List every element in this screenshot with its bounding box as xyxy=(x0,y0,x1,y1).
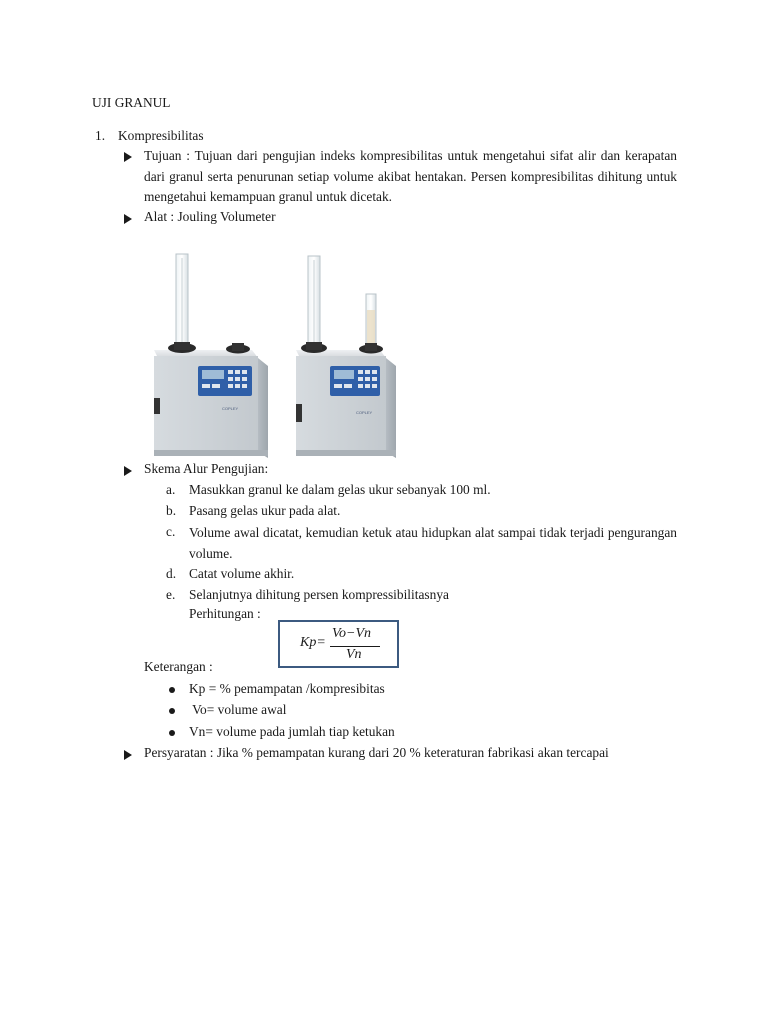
step-marker: d. xyxy=(166,566,177,581)
section-number: 1. xyxy=(95,128,106,143)
bullet-icon xyxy=(169,687,175,693)
formula-box xyxy=(278,620,399,668)
step-text: Selanjutnya dihitung persen kompressibilitasnya xyxy=(189,587,449,602)
skema-title: Skema Alur Pengujian: xyxy=(144,461,269,476)
formula-numerator: Vo−Vn xyxy=(332,626,371,641)
jolting-volumeter-illustration xyxy=(144,238,410,460)
bullet-icon xyxy=(169,708,175,714)
step-text: Volume awal dicatat, kemudian ketuk atau hidupkan alat sampai tidak terjadi pengurangan volume. xyxy=(189,525,677,561)
tujuan-paragraph: Tujuan : Tujuan dari pengujian indeks kompresibilitas untuk mengetahui sifat alir dan kerapatan dari granul serta penurunan setiap volume akibat hentakan. Persen kompresibilitas dihitung untuk mengetahui kemampuan granul untuk dicetak. xyxy=(144,148,677,204)
arrow-bullet-icon xyxy=(124,466,132,476)
left-machine xyxy=(154,254,268,458)
keterangan-item: Vo= volume awal xyxy=(189,702,287,717)
persyaratan-text: Persyaratan : Jika % pemampatan kurang dari 20 % keteraturan fabrikasi akan tercapai xyxy=(144,745,609,760)
formula-lhs: Kp= xyxy=(300,635,326,650)
step-text: Catat volume akhir. xyxy=(189,566,295,581)
arrow-bullet-icon xyxy=(124,750,132,760)
keterangan-label: Keterangan : xyxy=(144,659,213,674)
keterangan-item: Vn= volume pada jumlah tiap ketukan xyxy=(189,724,395,739)
step-marker: a. xyxy=(166,482,176,497)
perhitungan-label: Perhitungan : xyxy=(189,606,261,621)
arrow-bullet-icon xyxy=(124,214,132,224)
keterangan-item: Kp = % pemampatan /kompresibitas xyxy=(189,681,385,696)
bullet-icon xyxy=(169,730,175,736)
alat-text: Alat : Jouling Volumeter xyxy=(144,209,276,224)
step-text: Pasang gelas ukur pada alat. xyxy=(189,503,341,518)
step-marker: e. xyxy=(166,587,176,602)
step-marker: c. xyxy=(166,524,176,539)
left-brand-label: COPLEY xyxy=(222,406,239,411)
formula-denominator: Vn xyxy=(346,647,362,662)
step-marker: b. xyxy=(166,503,177,518)
arrow-bullet-icon xyxy=(124,152,132,162)
section-title: Kompresibilitas xyxy=(118,128,204,143)
step-text: Masukkan granul ke dalam gelas ukur sebanyak 100 ml. xyxy=(189,482,491,497)
right-brand-label: COPLEY xyxy=(356,410,373,415)
right-machine xyxy=(296,256,396,458)
document-title: UJI GRANUL xyxy=(92,95,171,110)
